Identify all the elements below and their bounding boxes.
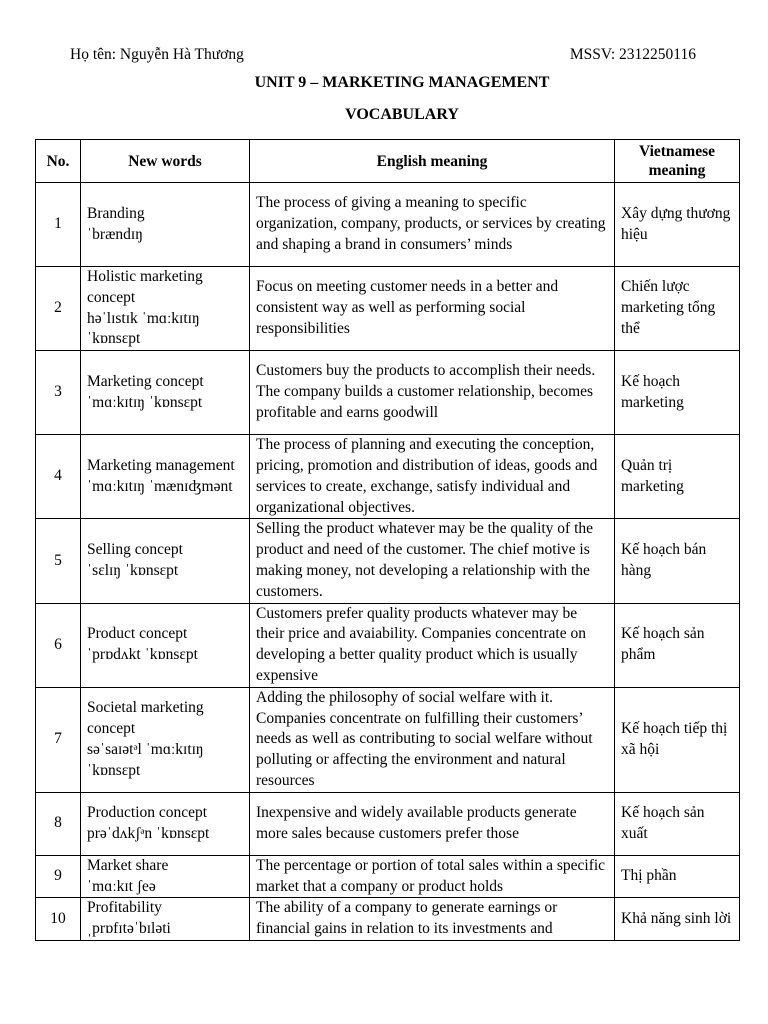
english-meaning: Customers prefer quality products whatever may be their price and avaiability. Companies concentrate on developing a better quality product which is usually expensive — [250, 603, 615, 687]
word-pronunciation: ˌprɒfɪtəˈbɪləti — [87, 920, 171, 938]
table-row — [36, 792, 740, 855]
word-pronunciation: səˈsaɪətᵊl ˈmɑːkɪtɪŋ ˈkɒnsɛpt — [87, 740, 204, 779]
english-meaning: Adding the philosophy of social welfare with it. Companies concentrate on fulfilling their customers’ needs as well as contributing to social welfare without polluting or affecting the environment and natural resources — [250, 687, 615, 792]
vietnamese-meaning: Kế hoạch tiếp thị xã hội — [615, 687, 740, 792]
english-meaning: The percentage or portion of total sales within a specific market that a company or product holds — [250, 855, 615, 898]
new-word-cell — [81, 898, 250, 941]
table-header-row — [36, 140, 740, 183]
english-meaning: Selling the product whatever may be the quality of the product and need of the customer. The chief motive is making money, not developing a relationship with the customers. — [250, 519, 615, 603]
table-row — [36, 519, 740, 603]
table-row — [36, 855, 740, 898]
student-name: Họ tên: Nguyễn Hà Thương — [70, 46, 244, 63]
column-header-english-meaning: English meaning — [250, 140, 615, 183]
row-number: 1 — [36, 183, 81, 267]
word-pronunciation: ˈmɑːkɪtɪŋ ˈmænɪʤmənt — [87, 477, 233, 495]
table-row — [36, 435, 740, 519]
english-meaning: The process of planning and executing the conception, pricing, promotion and distribution of ideas, goods and services to create, exchange, satisfy individual and organizational objectives. — [250, 435, 615, 519]
word-pronunciation: ˈmɑːkɪt ʃeə — [87, 877, 156, 895]
english-meaning: Focus on meeting customer needs in a better and consistent way as well as performing social responsibilities — [250, 267, 615, 351]
word-term: Profitability — [87, 899, 162, 917]
student-header — [70, 46, 696, 64]
word-term: Product concept — [87, 625, 188, 643]
vietnamese-meaning: Quản trị marketing — [615, 435, 740, 519]
table-row — [36, 267, 740, 351]
word-pronunciation: prəˈdʌkʃᵊn ˈkɒnsɛpt — [87, 824, 210, 842]
vietnamese-meaning: Kế hoạch sản xuất — [615, 792, 740, 855]
vietnamese-meaning: Kế hoạch marketing — [615, 351, 740, 435]
word-pronunciation: ˈprɒdʌkt ˈkɒnsɛpt — [87, 646, 198, 664]
new-word-cell — [81, 267, 250, 351]
table-row — [36, 898, 740, 941]
english-meaning: Customers buy the products to accomplish their needs. The company builds a customer relationship, becomes profitable and earns goodwill — [250, 351, 615, 435]
row-number: 2 — [36, 267, 81, 351]
word-term: Marketing management — [87, 456, 235, 474]
english-meaning: The process of giving a meaning to specific organization, company, products, or services by creating and shaping a brand in consumers’ minds — [250, 183, 615, 267]
english-meaning: The ability of a company to generate earnings or financial gains in relation to its investments and — [250, 898, 615, 941]
word-term: Market share — [87, 856, 169, 874]
word-term: Marketing concept — [87, 372, 204, 390]
new-word-cell — [81, 435, 250, 519]
row-number: 10 — [36, 898, 81, 941]
new-word-cell — [81, 687, 250, 792]
row-number: 8 — [36, 792, 81, 855]
student-id: MSSV: 2312250116 — [569, 46, 696, 63]
table-row — [36, 687, 740, 792]
new-word-cell — [81, 855, 250, 898]
new-word-cell — [81, 351, 250, 435]
table-row — [36, 183, 740, 267]
row-number: 9 — [36, 855, 81, 898]
vietnamese-meaning: Kế hoạch bán hàng — [615, 519, 740, 603]
english-meaning: Inexpensive and widely available products generate more sales because customers prefer those — [250, 792, 615, 855]
page-title: UNIT 9 – MARKETING MANAGEMENT — [254, 74, 550, 91]
new-word-cell — [81, 519, 250, 603]
column-header-new-words: New words — [81, 140, 250, 183]
vocabulary-table — [35, 139, 740, 941]
new-word-cell — [81, 792, 250, 855]
vietnamese-meaning: Khả năng sinh lời — [615, 898, 740, 941]
word-pronunciation: ˈmɑːkɪtɪŋ ˈkɒnsɛpt — [87, 393, 203, 411]
vietnamese-meaning: Kế hoạch sản phẩm — [615, 603, 740, 687]
word-term: Selling concept — [87, 541, 183, 559]
vietnamese-meaning: Chiến lược marketing tổng thể — [615, 267, 740, 351]
page-subtitle: VOCABULARY — [345, 106, 459, 123]
row-number: 7 — [36, 687, 81, 792]
vietnamese-meaning: Xây dựng thương hiệu — [615, 183, 740, 267]
vietnamese-meaning: Thị phần — [615, 855, 740, 898]
word-pronunciation: həˈlɪstɪk ˈmɑːkɪtɪŋ ˈkɒnsɛpt — [87, 309, 200, 348]
row-number: 4 — [36, 435, 81, 519]
word-term: Production concept — [87, 803, 208, 821]
column-header-no: No. — [36, 140, 81, 183]
word-term: Societal marketing concept — [87, 699, 204, 737]
column-header-vietnamese-meaning: Vietnamese meaning — [615, 140, 740, 183]
row-number: 6 — [36, 603, 81, 687]
new-word-cell — [81, 183, 250, 267]
word-pronunciation: ˈsɛlɪŋ ˈkɒnsɛpt — [87, 561, 179, 579]
word-term: Branding — [87, 204, 145, 222]
table-row — [36, 603, 740, 687]
word-pronunciation: ˈbrændɪŋ — [87, 225, 143, 243]
table-row — [36, 351, 740, 435]
new-word-cell — [81, 603, 250, 687]
row-number: 5 — [36, 519, 81, 603]
row-number: 3 — [36, 351, 81, 435]
word-term: Holistic marketing concept — [87, 268, 203, 306]
